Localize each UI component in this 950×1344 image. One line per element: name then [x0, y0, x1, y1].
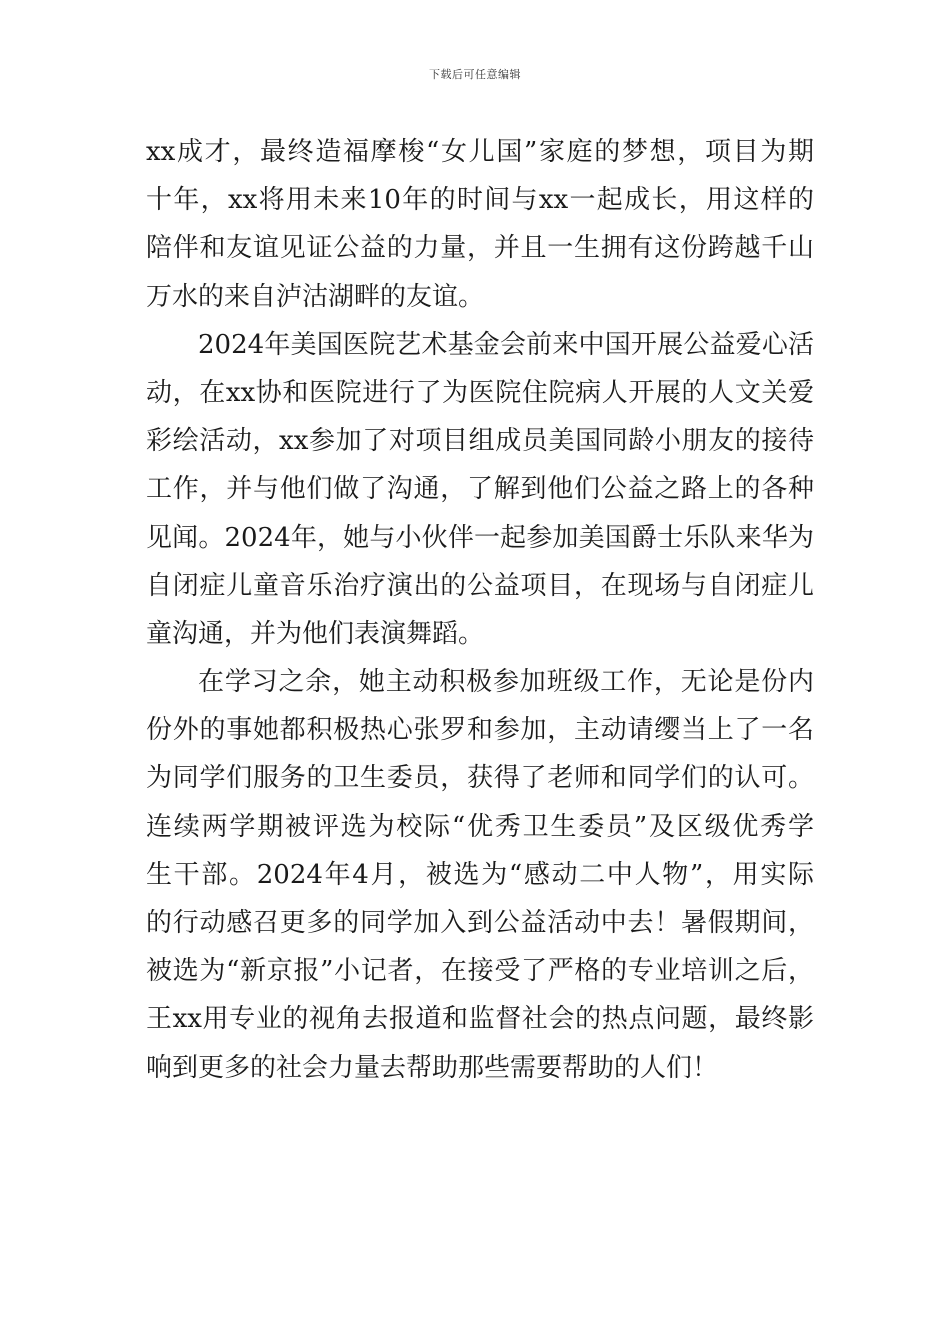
paragraph-line: 响到更多的社会力量去帮助那些需要帮助的人们！	[146, 1052, 719, 1083]
paragraph-line: 为同学们服务的卫生委员，获得了老师和同学们的认可。	[146, 763, 814, 794]
page-header-note: 下载后可任意编辑	[429, 68, 521, 81]
paragraph-line: 在学习之余，她主动积极参加班级工作，无论是份内	[198, 667, 814, 698]
paragraph-line: 王xx用专业的视角去报道和监督社会的热点问题，最终影	[146, 1004, 814, 1035]
document-body	[146, 128, 814, 1092]
paragraph-line: 2024年美国医院艺术基金会前来中国开展公益爱心活	[198, 329, 814, 360]
paragraph-line: 陪伴和友谊见证公益的力量，并且一生拥有这份跨越千山	[146, 233, 814, 264]
paragraph-line: 被选为“新京报”小记者，在接受了严格的专业培训之后，	[146, 956, 814, 987]
paragraph-line: 生干部。2024年4月，被选为“感动二中人物”，用实际	[146, 859, 814, 890]
paragraph-line: xx成才，最终造福摩梭“女儿国”家庭的梦想，项目为期	[146, 137, 814, 167]
paragraph-line: 动，在xx协和医院进行了为医院住院病人开展的人文关爱	[146, 377, 814, 408]
paragraph-line: 连续两学期被评选为校际“优秀卫生委员”及区级优秀学	[146, 811, 814, 842]
paragraph-line: 童沟通，并为他们表演舞蹈。	[146, 618, 485, 649]
paragraph-line: 份外的事她都积极热心张罗和参加，主动请缨当上了一名	[146, 715, 814, 746]
paragraph-line: 工作，并与他们做了沟通，了解到他们公益之路上的各种	[146, 474, 814, 505]
paragraph-line: 见闻。2024年，她与小伙伴一起参加美国爵士乐队来华为	[146, 522, 814, 553]
paragraph-line: 十年，xx将用未来10年的时间与xx一起成长，用这样的	[146, 185, 814, 216]
paragraph-line: 自闭症儿童音乐治疗演出的公益项目，在现场与自闭症儿	[146, 570, 814, 601]
paragraph-line: 彩绘活动，xx参加了对项目组成员美国同龄小朋友的接待	[146, 426, 814, 457]
paragraph-line: 万水的来自泸沽湖畔的友谊。	[146, 281, 485, 312]
paragraph-line: 的行动感召更多的同学加入到公益活动中去！暑假期间，	[146, 908, 814, 938]
